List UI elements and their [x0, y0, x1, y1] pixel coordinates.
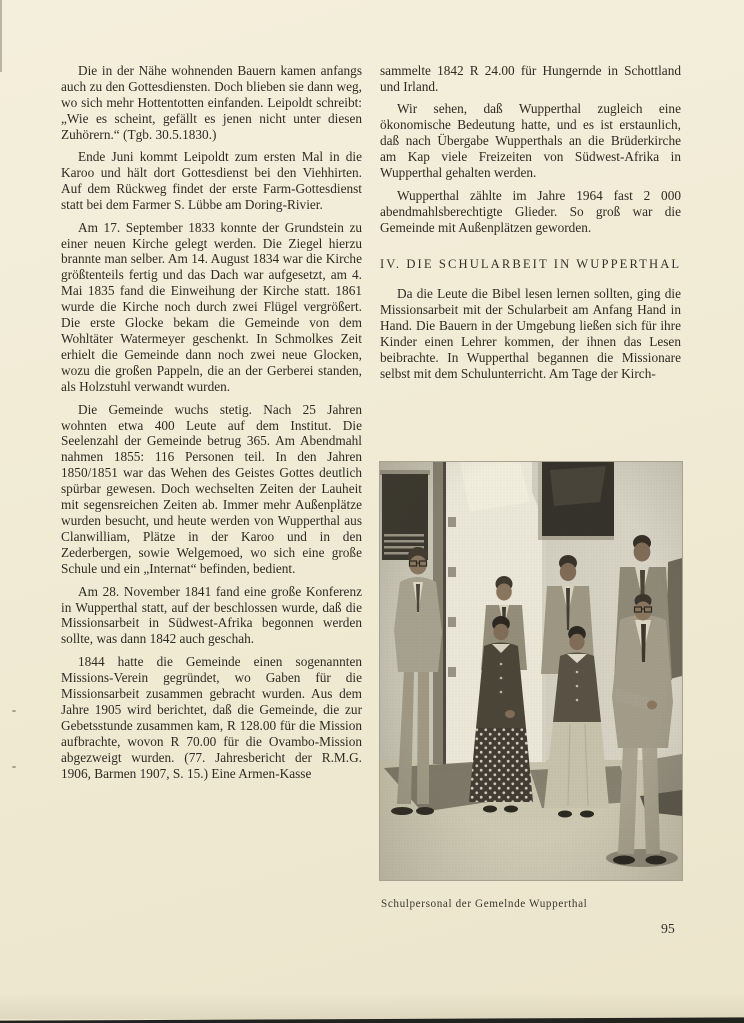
body-paragraph: Ende Juni kommt Leipoldt zum ersten Mal in die Karoo und hält dort Gottesdienst bei den Viehhirten. Auf dem Rückweg findet der erste Farm-Gottesdienst statt bei dem Farmer S. Lübbe am Doring-Rivier. — [61, 149, 362, 213]
left-column — [61, 63, 362, 788]
page-number: 95 — [661, 921, 675, 936]
section-heading: IV. DIE SCHULARBEIT IN WUPPERTHAL — [380, 256, 682, 271]
body-paragraph: Die in der Nähe wohnenden Bauern kamen anfangs auch zu den Gottesdiensten. Doch blieben sie dann weg, wo sich mehr Hottentotten einfanden. Leipoldt schreibt: „Wie es scheint, gefällt es jenen nicht unter diesen Zuhörern.“ (Tgb. 30.5.1830.) — [61, 63, 362, 142]
body-paragraph: Da die Leute die Bibel lesen lernen sollten, ging die Missionsarbeit mit der Schularbeit am Anfang Hand in Hand. Die Bauern in der Umgebung ließen sich für ihre Kinder einen Lehrer kommen, der ihnen das Lesen beibrachte. In Wupperthal begannen die Missionare selbst mit dem Schulunterricht. Am Tage der Kirch- — [380, 286, 681, 382]
photo-caption: Schulpersonal der Gemelnde Wupperthal — [381, 898, 588, 910]
right-column — [380, 63, 681, 389]
body-paragraph: sammelte 1842 R 24.00 für Hungernde in Schottland und Irland. — [380, 63, 681, 94]
body-paragraph: Am 28. November 1841 fand eine große Konferenz in Wupperthal statt, auf der beschlossen wurde, daß die Missionsarbeit in Südwest-Afrika begonnen werden sollte, was dann 1842 auch geschah. — [61, 583, 362, 647]
page-bottom-shading — [0, 993, 744, 1019]
body-paragraph: Wupperthal zählte im Jahre 1964 fast 2 000 abendmahlsberechtigte Glieder. So groß war die Gemeinde mit Außenplätzen geworden. — [380, 187, 681, 235]
group-photo — [380, 462, 682, 880]
body-paragraph: Am 17. September 1833 konnte der Grundstein zu einer neuen Kirche gelegt werden. Die Ziegel hierzu brannte man selber. Am 14. August 1834 war die Kirche größtenteils fertig und das Dach war aufgesetzt, am 4. Mai 1835 fand die Einweihung der Kirche statt. 1861 wurde die Kirche noch durch zwei Flügel vergrößert. Die erste Glocke bekam die Gemeinde von dem Wohltäter Watermeyer geschenkt. In Schmolkes Zeit erhielt die Gemeinde dann noch zwei neue Glocken, wozu die großen Pappeln, die an der Gerberei standen, als Holzstuhl verwandt wurden. — [61, 219, 362, 395]
paper-speck — [12, 710, 16, 712]
body-paragraph: Wir sehen, daß Wupperthal zugleich eine ökonomische Bedeutung hatte, und es ist erstaunlich, daß nach Übergabe Wupperthals an die Brüderkirche am Kap viele Freizeiten von Südwest-Afrika in Wupperthal gehalten werden. — [380, 101, 681, 181]
paper-speck — [12, 766, 16, 768]
scan-edge-left — [0, 0, 2, 72]
photo-vignette — [380, 462, 682, 880]
body-paragraph: 1844 hatte die Gemeinde einen sogenannten Missions-Verein gegründet, wo Gaben für die Missionsarbeit zusammen gebracht wurden. Aus dem Jahre 1905 wird berichtet, daß die Gemeinde, die zur Gebetsstunde zusammen kam, R 128.00 für die Mission aufbrachte, wovon R 70.00 für die Ovambo-Mission abgezweigt wurden. (77. Jahresbericht der R.M.G. 1906, Barmen 1907, S. 15.) Eine Armen-Kasse — [61, 653, 362, 781]
body-paragraph: Die Gemeinde wuchs stetig. Nach 25 Jahren wohnten etwa 400 Leute auf dem Institut. Die Seelenzahl der Gemeinde betrug 365. Am Abendmahl nahmen 1855: 116 Personen teil. In den Jahren 1850/1851 war das Wehen des Geistes Gottes deutlich spürbar gewesen. Doch wechselten Zeiten der Lauheit mit segensreichen Zeiten ab. Immer mehr Außenplätze wurden besucht, und heute werden von Wupperthal aus Clanwilliam, Plätze in der Karoo und in den Zederbergen, sowie Welgemoed, wo sich eine große Schule und ein „Internat“ befinden, bedient. — [61, 401, 362, 577]
group-photo-illustration — [380, 462, 682, 880]
